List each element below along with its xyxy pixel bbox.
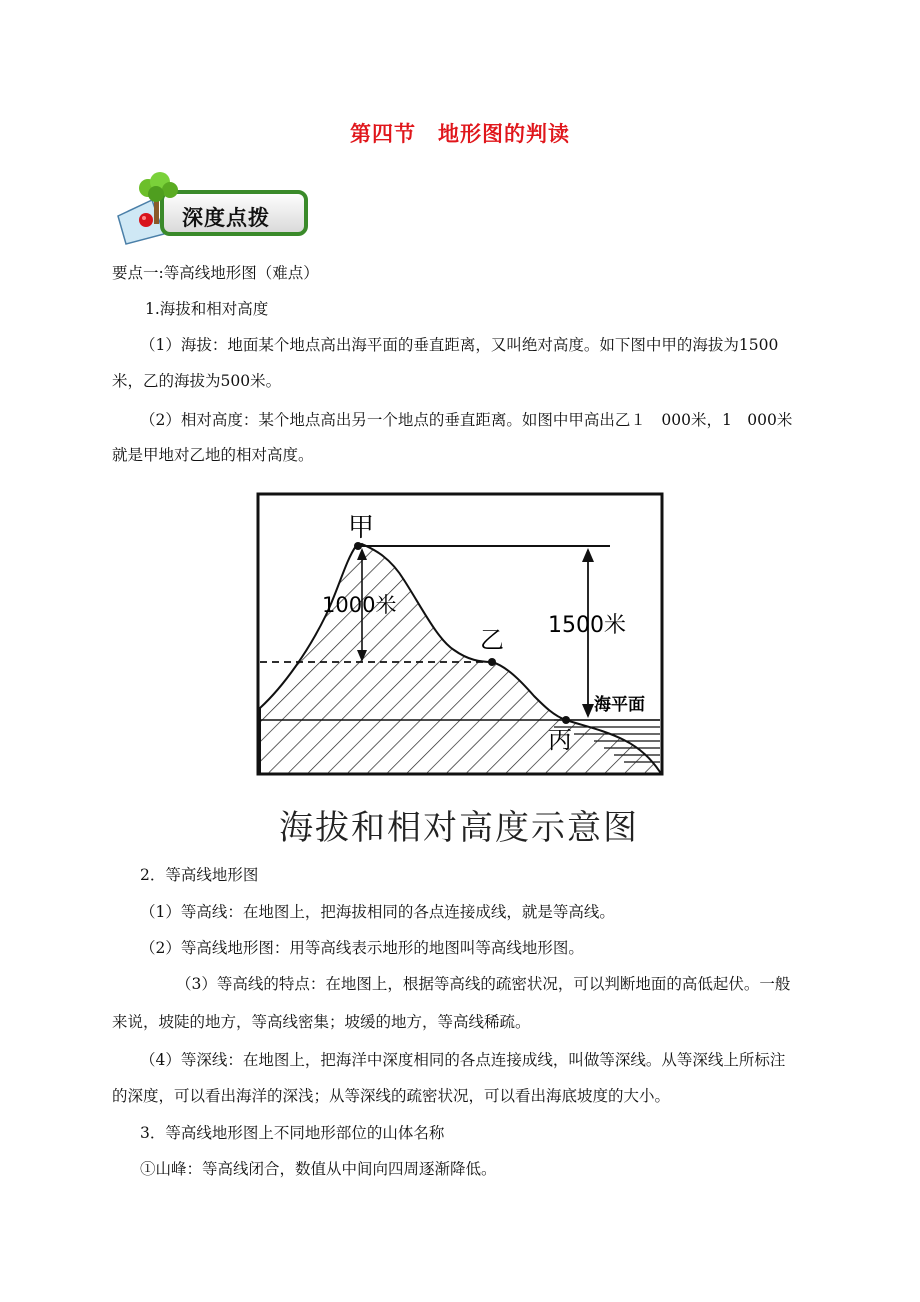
text-line: （4）等深线：在地图上，把海洋中深度相同的各点连接成线，叫做等深线。从等深线上所标注 bbox=[140, 1051, 786, 1069]
label-jia: 甲 bbox=[348, 513, 375, 543]
figure-caption: 海拔和相对高度示意图 bbox=[279, 808, 639, 848]
page-title: 第四节 地形图的判读 bbox=[350, 122, 570, 146]
text-line: 2．等高线地形图 bbox=[140, 866, 259, 884]
label-1000m: 1000米 bbox=[322, 593, 397, 617]
label-bing: 丙 bbox=[548, 726, 572, 754]
elevation-diagram bbox=[254, 490, 664, 780]
text-line: 要点一:等高线地形图（难点） bbox=[112, 264, 319, 282]
text-line: 来说，坡陡的地方，等高线密集；坡缓的地方，等高线稀疏。 bbox=[112, 1013, 531, 1031]
text-line: （1）海拔：地面某个地点高出海平面的垂直距离，又叫绝对高度。如下图中甲的海拔为1500 bbox=[140, 336, 779, 354]
point-jia bbox=[354, 542, 362, 550]
text-line: （2）相对高度：某个地点高出另一个地点的垂直距离。如图中甲高出乙１ 000米，1 000米 bbox=[140, 411, 793, 429]
text-line: 米，乙的海拔为500米。 bbox=[112, 372, 282, 390]
apple-icon bbox=[139, 213, 153, 227]
badge-label: 深度点拨 bbox=[182, 206, 270, 230]
point-bing bbox=[562, 716, 570, 724]
label-sea-level: 海平面 bbox=[594, 695, 645, 715]
text-line: 就是甲地对乙地的相对高度。 bbox=[112, 446, 314, 464]
text-line: ①山峰：等高线闭合，数值从中间向四周逐渐降低。 bbox=[140, 1160, 497, 1178]
label-1500m: 1500米 bbox=[548, 613, 626, 638]
text-line: （2）等高线地形图：用等高线表示地形的地图叫等高线地形图。 bbox=[140, 939, 584, 957]
text-line: 的深度，可以看出海洋的深浅；从等深线的疏密状况，可以看出海底坡度的大小。 bbox=[112, 1087, 671, 1105]
label-yi: 乙 bbox=[480, 626, 504, 654]
text-line: 3．等高线地形图上不同地形部位的山体名称 bbox=[140, 1124, 445, 1142]
text-line: 1.海拔和相对高度 bbox=[145, 300, 269, 318]
text-line: （3）等高线的特点：在地图上，根据等高线的疏密状况，可以判断地面的高低起伏。一般 bbox=[176, 975, 791, 993]
text-line: （1）等高线：在地图上，把海拔相同的各点连接成线，就是等高线。 bbox=[140, 903, 615, 921]
point-yi bbox=[488, 658, 496, 666]
